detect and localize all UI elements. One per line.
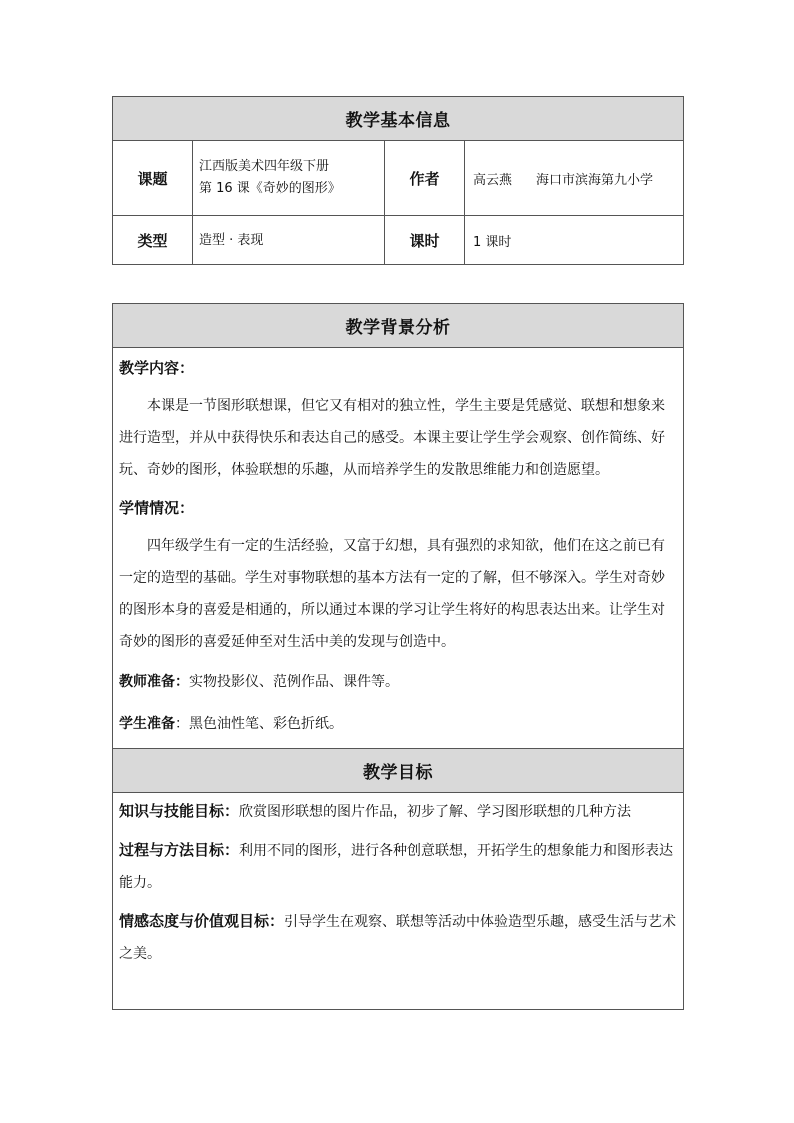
knowledge-label: 知识与技能目标：	[119, 802, 240, 820]
teacher-prep-label: 教师准备：	[119, 674, 189, 690]
author-value	[465, 141, 683, 215]
period-label: 课时	[385, 216, 465, 265]
process-label: 过程与方法目标：	[119, 841, 240, 859]
background-header: 教学背景分析	[113, 304, 683, 348]
emotion-label: 情感态度与价值观目标：	[119, 912, 285, 930]
topic-line2: 第 16 课《奇妙的图形》	[199, 181, 341, 196]
knowledge-text: 欣赏图形联想的图片作品，初步了解、学习图形联想的几种方法	[239, 804, 632, 820]
student-text: 四年级学生有一定的生活经验，又富于幻想，具有强烈的求知欲，他们在这之前已有一定的造型的基础。学生对事物联想的基本方法有一定的了解，但不够深入。学生对奇妙的图形本身的喜爱是相通的，所以通过本课的学习让学生将好的构思表达出来。让学生对奇妙的图形的喜爱延伸至对生活中美的发现与创造中。	[119, 538, 665, 650]
teacher-prep-text: 实物投影仪、范例作品、课件等。	[189, 674, 399, 690]
emotion-goal	[119, 905, 677, 970]
type-label: 类型	[113, 216, 193, 265]
content-text: 本课是一节图形联想课，但它又有相对的独立性，学生主要是凭感觉、联想和想象来进行造型，并从中获得快乐和表达自己的感受。本课主要让学生学会观察、创作简练、好玩、奇妙的图形，体验联想的乐趣，从而培养学生的发散思维能力和创造愿望。	[119, 398, 665, 478]
process-text: 利用不同的图形，进行各种创意联想，开拓学生的想象能力和图形表达能力。	[119, 843, 674, 891]
type-row	[113, 216, 683, 265]
background-table	[112, 303, 684, 1010]
basic-info-table	[112, 96, 684, 265]
type-value: 造型 · 表现	[193, 216, 385, 265]
author-label: 作者	[385, 141, 465, 215]
topic-value	[193, 141, 385, 215]
goals-section	[113, 795, 683, 970]
emotion-text: 引导学生在观察、联想等活动中体验造型乐趣，感受生活与艺术之美。	[119, 914, 677, 962]
topic-label: 课题	[113, 141, 193, 215]
content-title: 教学内容：	[119, 359, 195, 377]
period-value: 1 课时	[473, 235, 512, 250]
teacher-prep	[119, 666, 677, 698]
basic-info-header: 教学基本信息	[113, 97, 683, 141]
author-school: 海口市滨海第九小学	[536, 172, 654, 188]
goals-header: 教学目标	[113, 748, 683, 793]
topic-row	[113, 141, 683, 216]
student-prep-label: 学生准备	[119, 716, 175, 732]
background-section	[113, 352, 683, 740]
process-goal	[119, 834, 677, 899]
student-prep-text: ：黑色油性笔、彩色折纸。	[175, 716, 343, 732]
knowledge-goal	[119, 795, 677, 828]
author-name: 高云燕	[473, 172, 513, 188]
student-title: 学情情况：	[119, 499, 195, 517]
student-prep	[119, 708, 677, 740]
topic-line1: 江西版美术四年级下册	[199, 159, 330, 174]
